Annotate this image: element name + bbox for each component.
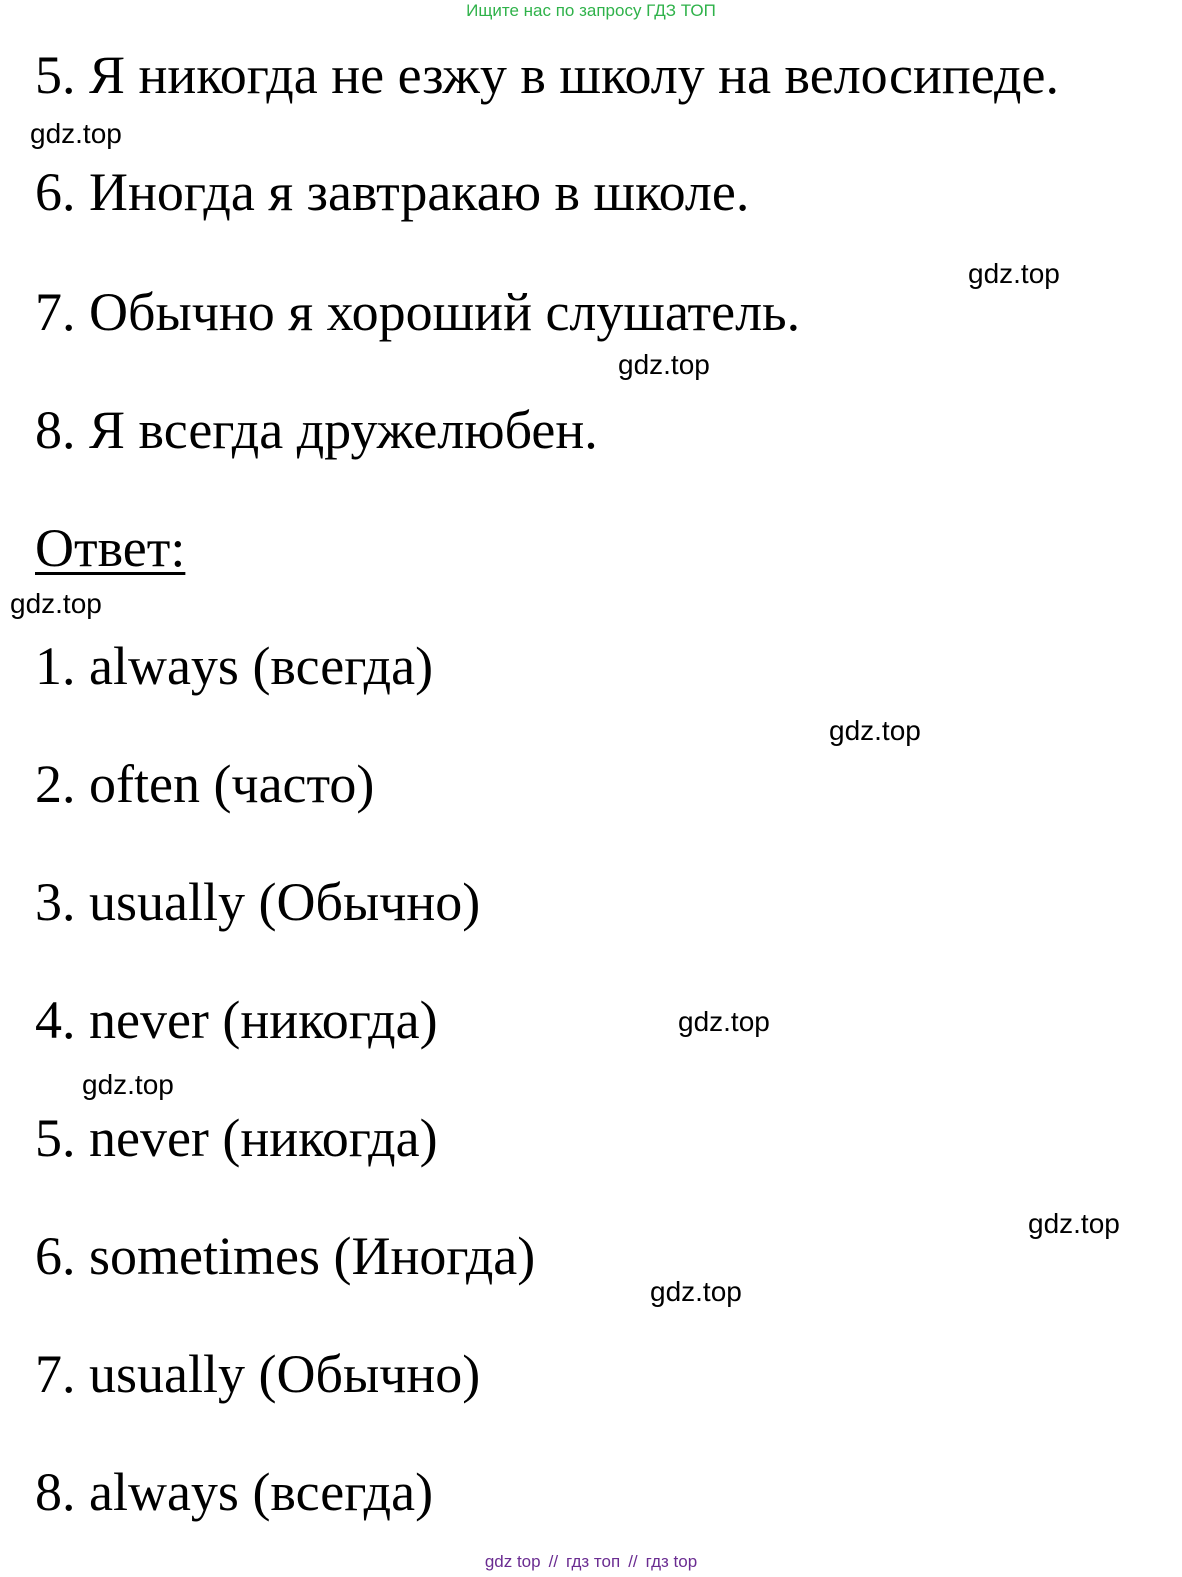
footer-links [0, 1551, 1182, 1575]
footer-link[interactable]: гдз топ [566, 1552, 621, 1571]
watermark: gdz.top [678, 1006, 770, 1037]
sentence-8: 8. Я всегда дружелюбен. [35, 400, 598, 460]
watermark: gdz.top [30, 118, 122, 149]
answer-item-7: 7. usually (Обычно) [35, 1344, 481, 1404]
answer-heading: Ответ: [35, 518, 186, 578]
footer-link[interactable]: gdz top [484, 1552, 541, 1571]
watermark: gdz.top [82, 1069, 174, 1100]
footer-link[interactable]: гдз top [645, 1552, 698, 1571]
answer-item-1: 1. always (всегда) [35, 636, 434, 696]
watermark: gdz.top [1028, 1208, 1120, 1239]
watermark: gdz.top [618, 349, 710, 380]
answer-item-8: 8. always (всегда) [35, 1462, 434, 1522]
answer-item-2: 2. often (часто) [35, 754, 375, 814]
answer-item-6: 6. sometimes (Иногда) [35, 1226, 536, 1286]
sentence-5: 5. Я никогда не езжу в школу на велосипеде. [35, 45, 1059, 105]
answer-item-5: 5. never (никогда) [35, 1108, 438, 1168]
top-banner[interactable]: Ищите нас по запросу ГДЗ ТОП [466, 1, 716, 20]
answer-item-4: 4. never (никогда) [35, 990, 438, 1050]
sentence-7: 7. Обычно я хороший слушатель. [35, 282, 801, 342]
watermark: gdz.top [829, 715, 921, 746]
footer-separator: // [628, 1552, 638, 1571]
watermark: gdz.top [650, 1276, 742, 1307]
answer-item-3: 3. usually (Обычно) [35, 872, 481, 932]
sentence-6: 6. Иногда я завтракаю в школе. [35, 162, 750, 222]
footer-separator: // [548, 1552, 559, 1571]
watermark: gdz.top [10, 588, 102, 619]
watermark: gdz.top [968, 258, 1060, 289]
